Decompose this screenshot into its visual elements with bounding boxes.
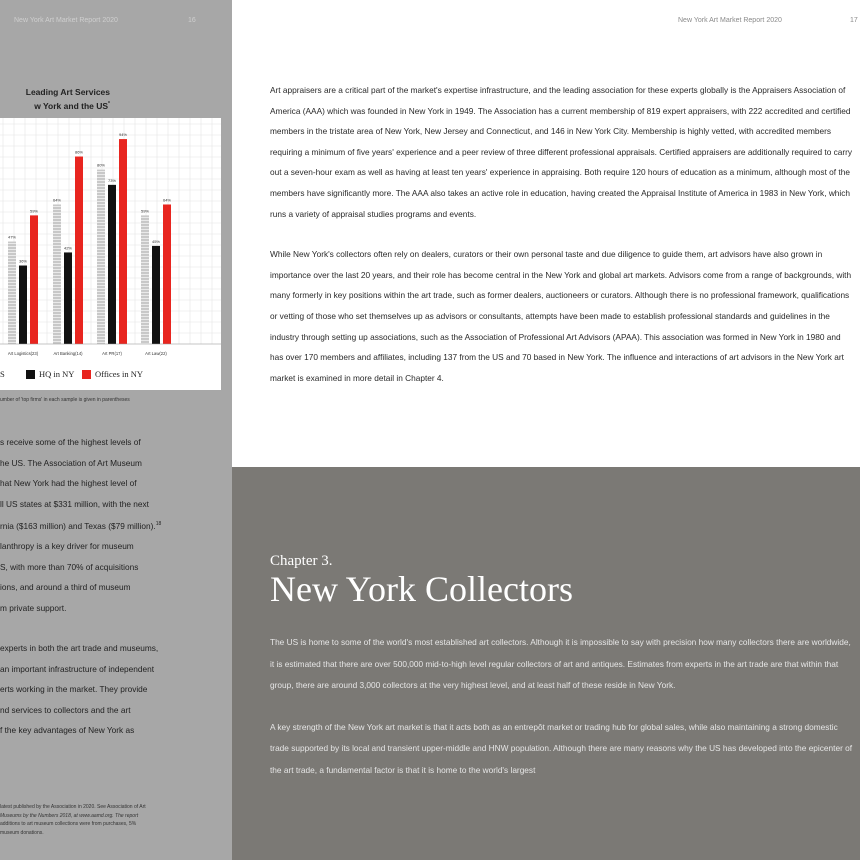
bar-us — [141, 215, 149, 344]
data-label: 64% — [52, 197, 62, 203]
category-label: Art PR(17) — [102, 351, 122, 356]
text-line: lanthropy is a key driver for museum — [0, 541, 134, 552]
legend-label: HQ in NY — [39, 369, 75, 379]
text-line: ions, and around a third of museum — [0, 582, 131, 593]
text-line: f the key advantages of New York as — [0, 725, 135, 736]
legend-item-us — [0, 369, 5, 379]
bar-us — [53, 204, 61, 344]
text-line: s receive some of the highest levels of — [0, 437, 141, 447]
bar-offices-in-ny — [75, 157, 83, 344]
data-label: 73% — [107, 177, 117, 183]
text-line: erts working in the market. They provide — [0, 684, 148, 695]
footnote — [0, 803, 146, 837]
data-label: 59% — [140, 208, 150, 214]
bar-offices-in-ny — [30, 215, 38, 344]
legend-swatch — [26, 370, 35, 379]
bar-offices-in-ny — [119, 139, 127, 344]
legend-swatch — [82, 370, 91, 379]
footnote-line: latest published by the Association in 2020. See Association of Art — [0, 804, 146, 810]
bar-hq-in-ny — [64, 252, 72, 344]
data-label: 64% — [162, 197, 172, 203]
chart-canvas — [0, 118, 221, 390]
bar-us — [8, 242, 16, 344]
figure-title-line: Leading Art Services — [25, 87, 110, 97]
right-body-text — [270, 80, 856, 408]
text-line: nd services to collectors and the art — [0, 704, 131, 715]
figure-note: umber of 'top firms' in each sample is given in parentheses — [0, 397, 130, 403]
running-header-right: New York Art Market Report 2020 — [678, 17, 782, 24]
text-line: S, with more than 70% of acquisitions — [0, 561, 139, 572]
text-line: he US. The Association of Art Museum — [0, 457, 142, 468]
data-label: 42% — [63, 245, 73, 251]
legend-label: S — [0, 369, 5, 379]
bar-hq-in-ny — [19, 266, 27, 344]
legend-label: Offices in NY — [95, 369, 143, 379]
chapter-title: New York Collectors — [270, 569, 573, 609]
bar-hq-in-ny — [108, 185, 116, 344]
figure-title-line: w York and the US* — [34, 100, 110, 111]
chapter-body-text — [270, 632, 856, 801]
category-label: Art Logistics(23) — [7, 351, 39, 356]
left-page — [0, 0, 232, 860]
data-label: 59% — [29, 208, 39, 214]
data-label: 36% — [18, 258, 28, 264]
page-number-right: 17 — [850, 17, 858, 24]
footnote-ref: 18 — [155, 521, 162, 527]
category-label: Art Law(22) — [145, 351, 167, 356]
paragraph: A key strength of the New York art market is that it acts both as an entrepôt market or trading hub for global sales, while also maintaining a strong domestic trade supported by its local and transient upper-middle and HNW population. Although there are many reasons why the US has developed into the epicenter of the art trade, a fundamental factor is that it is home to the world's largest — [270, 721, 853, 775]
text-line: experts in both the art trade and museums, — [0, 643, 159, 654]
text-line: rnia ($163 million) and Texas ($79 million).$^{18}$ — [0, 520, 162, 531]
data-label: 80% — [96, 162, 106, 168]
right-page — [232, 0, 860, 860]
data-label: 47% — [7, 234, 17, 240]
data-label: 45% — [151, 238, 161, 244]
running-header-left: New York Art Market Report 2020 — [14, 17, 118, 24]
paragraph: While New York's collectors often rely on dealers, curators or their own personal taste and due diligence to guide them, art advisors have also grown in importance over the last 20 years, and their role has become central in the New York and global art markets. Advisors come from a range of backgrounds, with many formerly in key positions within the art trade, such as former dealers, auctioneers or curators. Although there is no professional framework, qualifications or vetting of those who set themselves up as advisors or consultants, attempts have been made to establish professional standards and guidelines in the industry through setting up associations, such as the Association of Professional Art Advisors (APAA). This association was formed in New York in 1980 and has over 170 members and affiliates, including 137 from the US and 70 based in New York. The influence and interactions of art advisors in the New York art market is examined in more detail in Chapter 4. — [270, 249, 852, 383]
paragraph: The US is home to some of the world's most established art collectors. Although it is impossible to say with precision how many collectors there are worldwide, it is estimated that there are over 500,000 mid-to-high level regular collectors of art and antiques. Estimates from experts in the art trade are that within that group, there are around 3,000 collectors at the very highest level, and at least half of these reside in New York. — [270, 637, 851, 690]
text-line: an important infrastructure of independent — [0, 663, 155, 674]
footnote-line: additions to art museum collections were from purchases, 5% — [0, 821, 137, 827]
data-label: 94% — [118, 132, 128, 138]
category-label: Art Banking(14) — [53, 351, 83, 356]
legend-item-offices — [82, 369, 143, 379]
paragraph: Art appraisers are a critical part of the market's expertise infrastructure, and the leading association for these experts globally is the Appraisers Association of America (AAA) which was founded in New York in 1949. The Association has a current membership of 819 expert appraisers, with 222 accredited and certified members in the tristate area of New York, New Jersey and Connecticut, and 146 in New York City. Membership is highly vetted, with accredited members requiring a minimum of five years' experience and a peer review of three different professional appraisals. Certified appraisers are additionally required to carry out a seven-hour exam as well as having at least ten years' experience in appraising. Both require 120 hours of education as a minimum, although most of the members have significantly more. The AAA also takes an active role in education, having created the Appraisal Institute of America in 1983 in New York, which runs a variety of appraisal studies programs and events. — [270, 85, 853, 219]
footnote-line: museum donations. — [0, 829, 44, 836]
data-label: 86% — [74, 149, 84, 155]
text-line: ll US states at $331 million, with the next — [0, 498, 149, 509]
footnote-line: Museums by the Numbers 2018, at www.aamd.org. The report — [0, 812, 139, 819]
figure-title — [0, 86, 230, 112]
text-line: hat New York had the highest level of — [0, 478, 137, 488]
bar-chart — [0, 118, 221, 390]
text-line: m private support. — [0, 602, 67, 613]
legend-item-hq — [26, 369, 74, 379]
chapter-label: Chapter 3. — [270, 553, 333, 569]
left-body-text — [0, 432, 230, 741]
page-number-left: 16 — [188, 17, 196, 24]
bar-offices-in-ny — [163, 204, 171, 344]
bar-hq-in-ny — [152, 246, 160, 344]
